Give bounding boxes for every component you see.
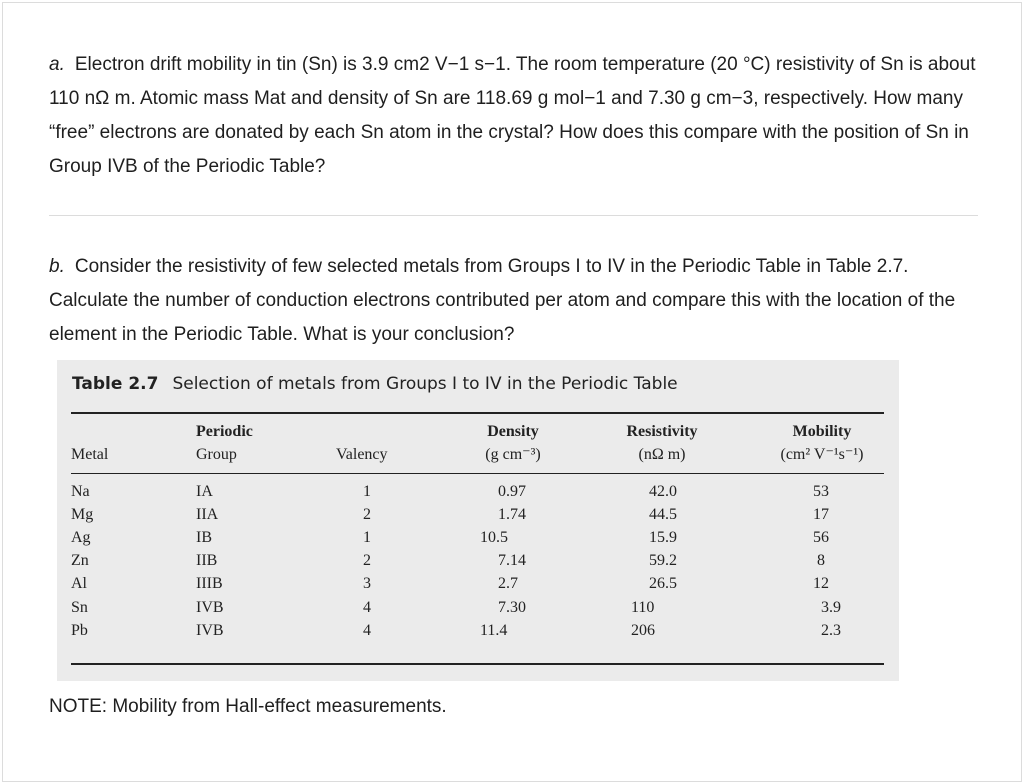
table-caption-label: Table 2.7 (72, 374, 159, 394)
cell-valency: 2 (363, 552, 371, 569)
cell-group: IIB (196, 552, 218, 569)
cell-resistivity: 26.5 (649, 575, 677, 592)
cell-group: IVB (196, 599, 224, 616)
section-divider (49, 215, 978, 216)
cell-mobility: 53 (813, 483, 829, 500)
cell-mobility: 12 (813, 575, 829, 592)
cell-valency: 2 (363, 506, 371, 523)
cell-metal: Mg (71, 506, 94, 523)
cell-metal: Pb (71, 622, 88, 639)
question-a-text: Electron drift mobility in tin (Sn) is 3.9 cm2 V−1 s−1. The room temperature (20 °C) resistivity of Sn is about 110 nΩ m. Atomic mass Mat and density of Sn are 118.69 g mol−1 and 7.30 g cm−3, respectively. How many “free” electrons are donated by each Sn atom in the crystal? How does this compare with the position of Sn in Group IVB of the Periodic Table? (49, 54, 976, 177)
cell-resistivity: 44.5 (649, 506, 677, 523)
cell-valency: 4 (363, 599, 371, 616)
header-resistivity-line2: (nΩ m) (638, 446, 686, 463)
cell-density: 1.74 (498, 506, 526, 523)
table-bottom-rule (71, 663, 884, 665)
question-b-letter: b. (49, 256, 65, 277)
cell-metal: Zn (71, 552, 89, 569)
header-resistivity-line1: Resistivity (626, 423, 698, 440)
cell-mobility: 3.9 (821, 599, 841, 616)
cell-mobility: 17 (813, 506, 829, 523)
cell-group: IB (196, 529, 212, 546)
question-a (49, 48, 979, 184)
cell-metal: Ag (71, 529, 91, 546)
cell-group: IIIB (196, 575, 223, 592)
question-a-letter: a. (49, 54, 65, 75)
cell-mobility: 56 (813, 529, 829, 546)
header-density-line1: Density (487, 423, 539, 440)
cell-density: 7.14 (498, 552, 526, 569)
cell-metal: Na (71, 483, 90, 500)
cell-metal: Al (71, 575, 87, 592)
cell-mobility: 8 (817, 552, 825, 569)
cell-group: IVB (196, 622, 224, 639)
table-header-rule (71, 473, 884, 474)
question-card (2, 2, 1022, 782)
header-density-line2: (g cm⁻³) (485, 446, 541, 463)
cell-group: IA (196, 483, 213, 500)
cell-valency: 3 (363, 575, 371, 592)
cell-metal: Sn (71, 599, 88, 616)
cell-valency: 1 (363, 483, 371, 500)
cell-resistivity: 110 (631, 599, 655, 616)
header-valency: Valency (336, 446, 388, 463)
header-group-line2: Group (196, 446, 237, 463)
cell-mobility: 2.3 (821, 622, 841, 639)
cell-resistivity: 42.0 (649, 483, 677, 500)
cell-density: 2.7 (498, 575, 518, 592)
table-caption-text: Selection of metals from Groups I to IV in the Periodic Table (172, 374, 678, 394)
cell-valency: 4 (363, 622, 371, 639)
cell-valency: 1 (363, 529, 371, 546)
cell-resistivity: 206 (631, 622, 655, 639)
table-image (57, 360, 899, 681)
header-mobility-line2: (cm² V⁻¹s⁻¹) (780, 446, 864, 463)
question-b-text: Consider the resistivity of few selected metals from Groups I to IV in the Periodic Table in Table 2.7. Calculate the number of conduction electrons contributed per atom and compare this with the location of the element in the Periodic Table. What is your conclusion? (49, 256, 956, 345)
cell-density: 11.4 (480, 622, 508, 639)
table-top-rule (71, 412, 884, 414)
header-group-line1: Periodic (196, 423, 253, 440)
cell-density: 10.5 (480, 529, 508, 546)
question-b (49, 250, 979, 352)
cell-density: 7.30 (498, 599, 526, 616)
cell-group: IIA (196, 506, 219, 523)
table-note: NOTE: Mobility from Hall-effect measurements. (49, 696, 447, 717)
header-metal: Metal (71, 446, 109, 463)
cell-resistivity: 59.2 (649, 552, 677, 569)
cell-density: 0.97 (498, 483, 526, 500)
table-caption (72, 374, 678, 394)
header-mobility-line1: Mobility (792, 423, 852, 440)
cell-resistivity: 15.9 (649, 529, 677, 546)
